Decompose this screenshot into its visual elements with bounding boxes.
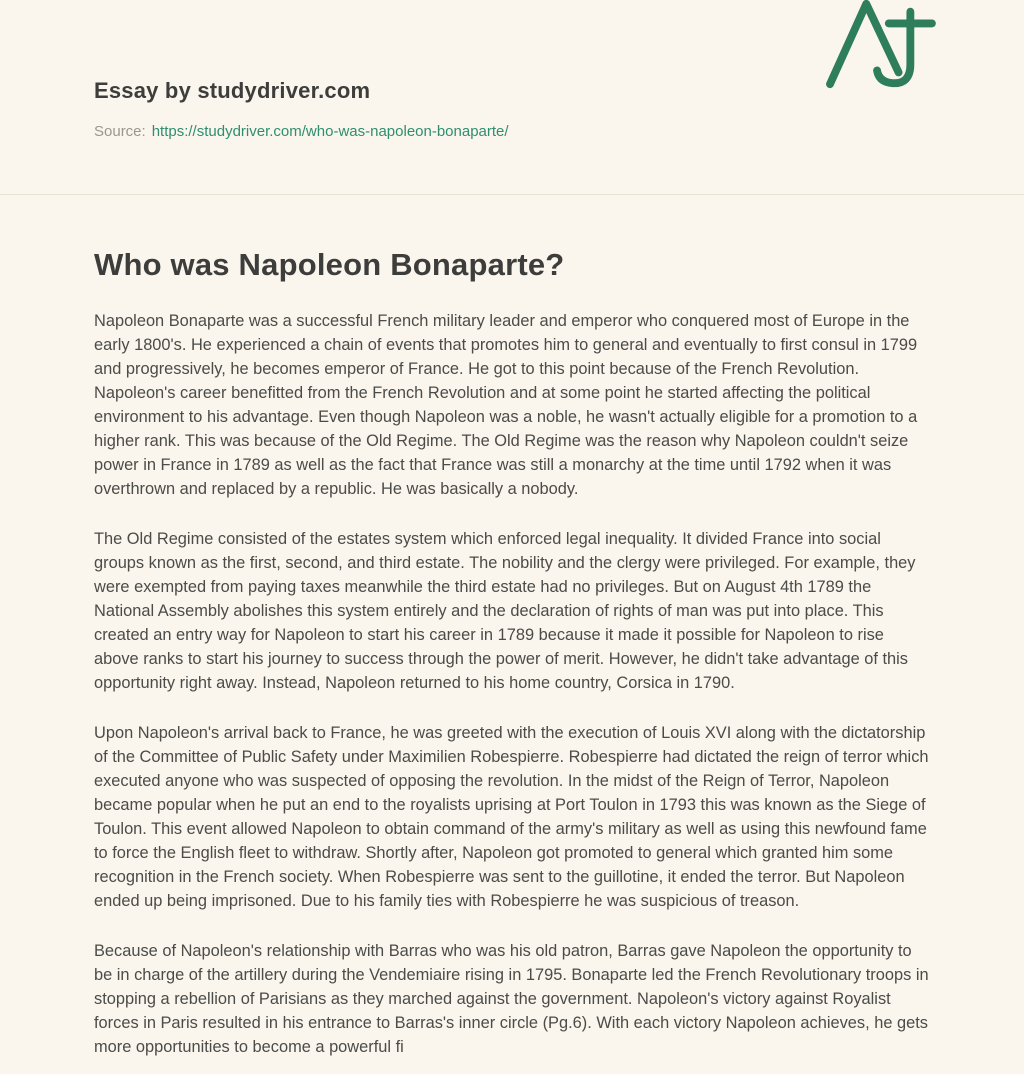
essay-paragraph-4: Because of Napoleon's relationship with Barras who was his old patron, Barras gave Napoleon the opportunity to be in charge of the artillery during the Vendemiaire rising in 1795. Bonaparte led the French Revolutionary troops in stopping a rebellion of Parisians as they marched against the government. Napoleon's victory against Royalist forces in Paris resulted in his entrance to Barras's inner circle (Pg.6). With each victory Napoleon achieves, he gets more opportunities to become a powerful fi (94, 942, 929, 1056)
essay-paragraph-2: The Old Regime consisted of the estates system which enforced legal inequality. It divided France into social groups known as the first, second, and third estate. The nobility and the clergy were privileged. For example, they were exempted from paying taxes meanwhile the third estate had no privileges. But on August 4th 1789 the National Assembly abolishes this system entirely and the declaration of rights of man was put into place. This created an entry way for Napoleon to start his career in 1789 because it made it possible for Napoleon to rise above ranks to start his journey to success through the power of merit. However, he didn't take advantage of this opportunity right away. Instead, Napoleon returned to his home country, Corsica in 1790. (94, 530, 916, 692)
brand-title: Essay by studydriver.com (94, 78, 371, 103)
essay-article (94, 195, 930, 1059)
source-label: Source: (94, 123, 146, 140)
essay-paragraph-1: Napoleon Bonaparte was a successful French military leader and emperor who conquered most of Europe in the early 1800's. He experienced a chain of events that promotes him to general and eventually to first consul in 1799 and progressively, he becomes emperor of France. He got to this point because of the French Revolution. Napoleon's career benefitted from the French Revolution and at some point he started affecting the political environment to his advantage. Even though Napoleon was a noble, he wasn't actually eligible for a promotion to a higher rank. This was because of the Old Regime. The Old Regime was the reason why Napoleon couldn't seize power in France in 1789 as well as the fact that France was still a monarchy at the time until 1792 when it was overthrown and replaced by a republic. He was basically a nobody. (94, 312, 918, 498)
studydriver-logo-icon (820, 0, 938, 92)
essay-title: Who was Napoleon Bonaparte? (94, 247, 565, 282)
essay-body (94, 309, 930, 1059)
source-url-link[interactable]: https://studydriver.com/who-was-napoleon-bonaparte/ (151, 123, 509, 140)
source-row (94, 123, 930, 140)
page-header (94, 0, 930, 140)
essay-paragraph-3: Upon Napoleon's arrival back to France, he was greeted with the execution of Louis XVI along with the dictatorship of the Committee of Public Safety under Maximilien Robespierre. Robespierre had dictated the reign of terror which executed anyone who was suspected of opposing the revolution. In the midst of the Reign of Terror, Napoleon became popular when he put an end to the royalists uprising at Port Toulon in 1793 this was known as the Siege of Toulon. This event allowed Napoleon to obtain command of the army's military as well as using this newfound fame to force the English fleet to withdraw. Shortly after, Napoleon got promoted to general which granted him some recognition in the French society. When Robespierre was sent to the guillotine, it ended the terror. But Napoleon ended up being imprisoned. Due to his family ties with Robespierre he was suspicious of treason. (94, 724, 929, 910)
